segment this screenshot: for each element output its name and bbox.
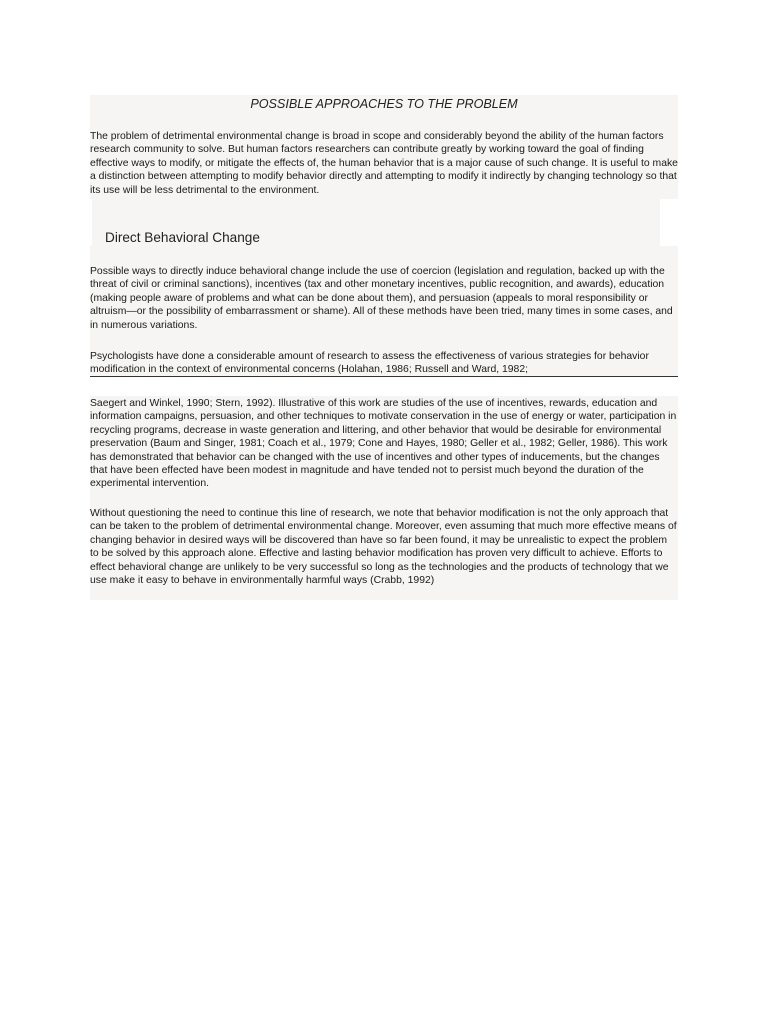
paragraph-conclusion: Without questioning the need to continue this line of research, we note that behavior modification is not the only approach that can be taken to the problem of detrimental environmental change. Moreover, even assuming that much more effective means of changing behavior in desired ways will be discovered than have so far been found, it may be unrealistic to expect the problem to be solved by this approach alone. Effective and lasting behavior modification has proven very difficult to achieve. Efforts to effect behavioral change are unlikely to be very successful so long as the technologies and the products of technology that we use make it easy to behave in environmentally harmful ways (Crabb, 1992) <box>90 508 677 587</box>
section-heading: Direct Behavioral Change <box>105 230 260 245</box>
paragraph-research-start: Psychologists have done a considerable amount of research to assess the effectiveness of various strategies for behavior modification in the context of environmental concerns (Holahan, 1986; Russell and Ward, 1982; <box>90 351 649 376</box>
paragraph-research-continued: Saegert and Winkel, 1990; Stern, 1992). Illustrative of this work are studies of the use of incentives, rewards, education and information campaigns, persuasion, and other techniques to motivate conservation in the use of energy or water, participation in recycling programs, decrease in waste generation and littering, and other behavior that would be desirable for environmental preservation (Baum and Singer, 1981; Coach et al., 1979; Cone and Hayes, 1980; Geller et al., 1982; Geller, 1986). This work has demonstrated that behavior can be changed with the use of incentives and other types of inducements, but the changes that have been effected have been modest in magnitude and have tended not to persist much beyond the duration of the experimental intervention. <box>90 398 677 490</box>
intro-paragraph: The problem of detrimental environmental change is broad in scope and considerably beyond the ability of the human factors research community to solve. But human factors researchers can contribute greatly by working toward the goal of finding effective ways to modify, or mitigate the effects of, the human behavior that is a major cause of such change. It is useful to make a distinction between attempting to modify behavior directly and attempting to modify it indirectly by changing technology so that its use will be less detrimental to the environment. <box>90 131 678 196</box>
page-title: POSSIBLE APPROACHES TO THE PROBLEM <box>250 97 518 111</box>
section-heading-block <box>92 199 660 246</box>
title-block <box>90 95 678 199</box>
paragraph-block-upper <box>90 246 678 376</box>
paragraph-direct-methods: Possible ways to directly induce behavioral change include the use of coercion (legislation and regulation, backed up with the threat of civil or criminal sanctions), incentives (tax and other monetary incentives, public recognition, and awards), education (making people aware of problems and what can be done about them), and persuasion (appeals to moral responsibility or altruism—or the possibility of embarrassment or shame). All of these methods have been tried, many times in some cases, and in numerous variations. <box>90 266 673 331</box>
page-divider <box>90 376 678 377</box>
paragraph-block-lower <box>90 396 678 600</box>
